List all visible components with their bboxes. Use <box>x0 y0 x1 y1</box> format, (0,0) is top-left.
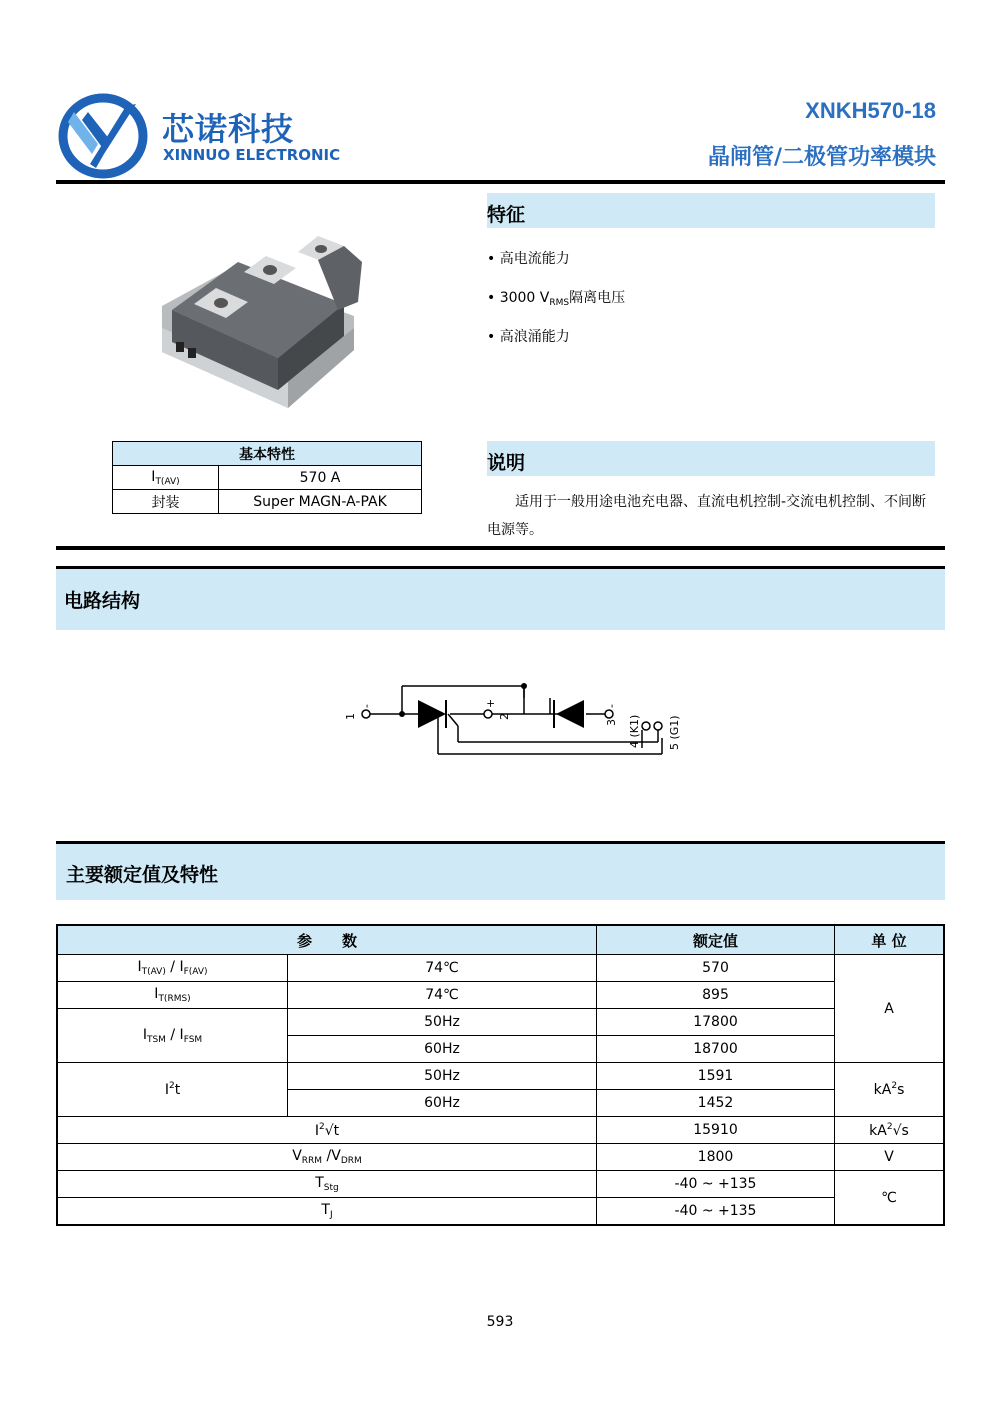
feature-prefix: • <box>487 329 500 345</box>
terminal-k1-label: 4 (K1) <box>628 714 641 748</box>
feature-prefix: • <box>487 251 500 267</box>
circuit-title: 电路结构 <box>64 590 141 612</box>
value-cell: 1591 <box>597 1063 835 1090</box>
header-rule <box>56 180 945 184</box>
feature-subscript: RMS <box>549 298 570 308</box>
table-row <box>57 1198 944 1226</box>
description-text: 适用于一般用途电池充电器、直流电机控制-交流电机控制、不间断电源等。 <box>487 494 927 538</box>
param-cell: $V_{RRM}$ $/V_{DRM}$ <box>57 1144 597 1171</box>
param-cell: $T_{Stg}$ <box>57 1171 597 1198</box>
table-row <box>113 490 422 514</box>
terminal-2-label: 2 <box>498 713 511 720</box>
value-cell: 570 A <box>219 466 422 490</box>
condition-cell: 50Hz <box>288 1009 597 1036</box>
feature-prefix: • 3000 V <box>487 290 550 306</box>
header-param: 参 数 <box>57 925 597 955</box>
condition-cell: 60Hz <box>288 1090 597 1117</box>
table-row <box>57 1144 944 1171</box>
param-symbol: I <box>151 468 156 485</box>
terminal-1-label: 1 <box>344 713 357 720</box>
feature-item <box>487 287 625 308</box>
feature-item <box>487 326 570 346</box>
table-header-row <box>57 925 944 955</box>
table-row <box>57 982 944 1009</box>
table-row <box>57 1009 944 1036</box>
value-cell: -40 ~ +135 <box>597 1171 835 1198</box>
value-cell: 570 <box>597 955 835 982</box>
module-product-image <box>158 232 368 412</box>
value-cell: 895 <box>597 982 835 1009</box>
value-cell: 1452 <box>597 1090 835 1117</box>
value-cell: 1800 <box>597 1144 835 1171</box>
basic-characteristics-table <box>112 441 422 514</box>
terminal-g1-label: 5 (G1) <box>668 715 681 750</box>
product-type: 晶闸管/二极管功率模块 <box>707 145 936 170</box>
terminal-3-sign: - <box>605 704 618 708</box>
table-row <box>57 1063 944 1090</box>
terminal-1-sign: - <box>360 704 373 708</box>
table-row <box>113 466 422 490</box>
header-unit: 单 位 <box>835 925 945 955</box>
param-cell: $I_{T(AV)} / I_{F(AV)}$ <box>57 955 288 982</box>
value-cell: 17800 <box>597 1009 835 1036</box>
param-cell <box>113 466 219 490</box>
description-title: 说明 <box>487 452 526 474</box>
value-cell: -40 ~ +135 <box>597 1198 835 1226</box>
param-cell: $I^2√t$ <box>57 1117 597 1144</box>
param-cell: 封装 <box>113 490 219 514</box>
company-logo-icon <box>58 92 148 180</box>
company-name-en: XINNUO ELECTRONIC <box>163 146 341 164</box>
value-cell: Super MAGN-A-PAK <box>219 490 422 514</box>
param-cell: $T_J$ <box>57 1198 597 1226</box>
param-cell: $I_{T(RMS)}$ <box>57 982 288 1009</box>
condition-cell: 74℃ <box>288 982 597 1009</box>
value-cell: 18700 <box>597 1036 835 1063</box>
condition-cell: 60Hz <box>288 1036 597 1063</box>
circuit-diagram <box>340 678 690 768</box>
company-name-cn: 芯诺科技 <box>162 110 295 148</box>
unit-cell: $kA^2s$ <box>835 1063 945 1117</box>
table-row <box>57 1117 944 1144</box>
condition-cell: 50Hz <box>288 1063 597 1090</box>
terminal-3-label: 3 <box>605 719 618 726</box>
unit-cell: V <box>835 1144 945 1171</box>
circuit-band <box>56 566 945 630</box>
features-band <box>487 193 935 228</box>
table-row <box>57 955 944 982</box>
page-number: 593 <box>486 1314 514 1330</box>
ratings-table <box>56 924 945 1226</box>
section-rule <box>56 546 945 550</box>
param-cell: $I_{TSM} / I_{FSM}$ <box>57 1009 288 1063</box>
unit-cell: A <box>835 955 945 1063</box>
param-cell: $I^2t$ <box>57 1063 288 1117</box>
feature-text: 高浪涌能力 <box>499 329 570 345</box>
basic-table-title: 基本特性 <box>113 442 422 466</box>
part-number: XNKH570-18 <box>805 98 936 123</box>
ratings-title: 主要额定值及特性 <box>66 864 219 886</box>
feature-text: 隔离电压 <box>569 290 626 306</box>
description-band <box>487 441 935 476</box>
terminal-2-sign: + <box>484 698 497 708</box>
param-subscript: T(AV) <box>155 476 180 487</box>
value-cell: 15910 <box>597 1117 835 1144</box>
feature-text: 高电流能力 <box>499 251 570 267</box>
table-row <box>57 1171 944 1198</box>
unit-cell: ℃ <box>835 1171 945 1226</box>
unit-cell: $kA^2√s$ <box>835 1117 945 1144</box>
features-title: 特征 <box>487 204 526 226</box>
header-value: 额定值 <box>597 925 835 955</box>
condition-cell: 74℃ <box>288 955 597 982</box>
feature-item <box>487 248 570 268</box>
